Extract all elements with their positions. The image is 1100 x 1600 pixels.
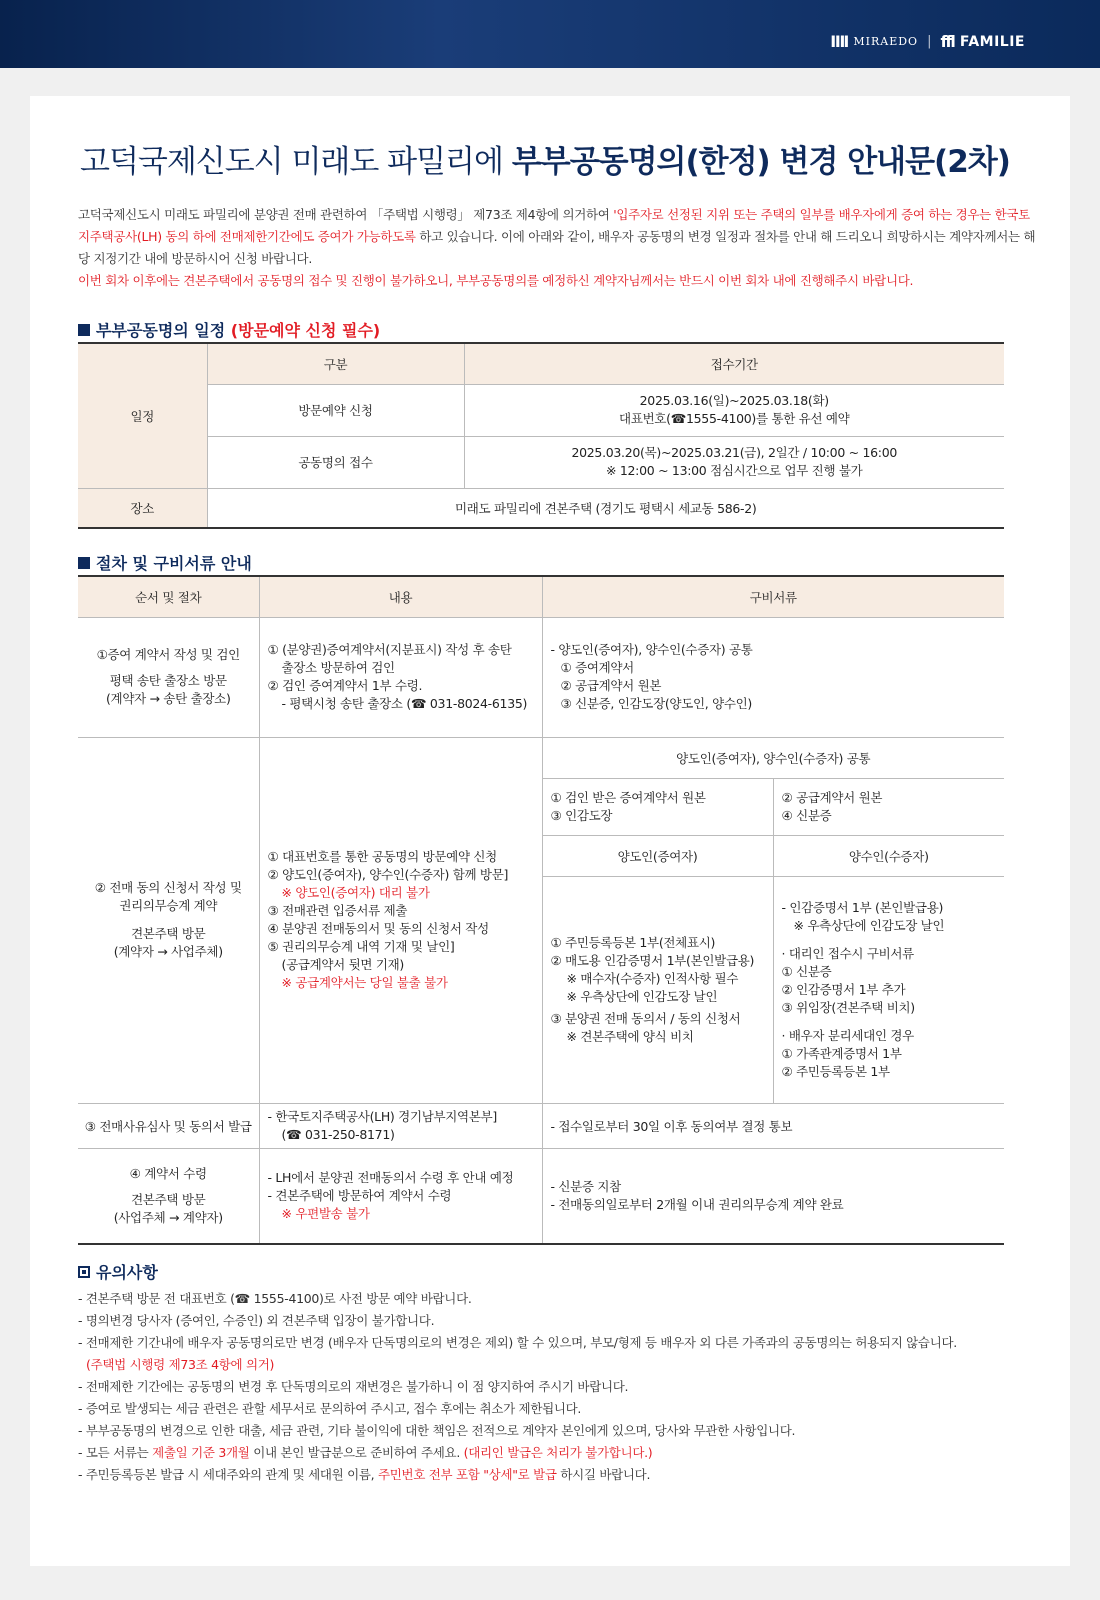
col-docs: 구비서류 [542,576,1004,617]
step2-receiver-8: ① 가족관계증명서 1부 [781,1045,902,1061]
procedure-table [78,575,1004,1245]
step1-doc-3: ② 공급계약서 원본 [560,678,662,693]
place-label: 장소 [78,488,207,528]
step2-receiver-9: ② 주민등록등본 1부 [781,1063,890,1079]
step4-doc-1: - 신분증 지참 [550,1178,621,1194]
step2-giver-6: ※ 견본주택에 양식 비치 [566,1028,694,1044]
step4-sub1: 견본주택 방문 [131,1191,206,1207]
step2-receiver-3: · 대리인 접수시 구비서류 [781,945,914,961]
intro-text-c: 하고 있습니다. 이에 아래와 같이, 배우자 공동명의 변경 일정과 절차를 안내 해 드리오니 희망하시는 계약자께서는 해당 지정기간 내에 방문하시어 신청 바랍니다. [78,229,1036,266]
brand-name-familie: FAMILIE [959,33,1025,50]
step2-receiver-1: - 인감증명서 1부 (본인발급용) [781,899,944,915]
step2-common-1: ① 검인 받은 증여계약서 원본 [550,789,706,805]
page-title [80,136,1040,181]
col-content: 내용 [259,576,542,617]
step1-title [78,617,259,737]
intro-warning: 이번 회차 이후에는 견본주택에서 공동명의 접수 및 진행이 불가하오니, 부부공동명의를 예정하신 계약자님께서는 반드시 이번 회차 내에 진행해주시 바랍니다. [78,273,914,288]
step2-common-4: ④ 신분증 [781,807,832,823]
receipt-lunch-note: ※ 12:00 ~ 13:00 점심시간으로 업무 진행 불가 [606,463,863,478]
note-7-b: 제출일 기준 3개월 [152,1445,250,1460]
note-7 [78,1442,1038,1464]
schedule-heading-required: (방문예약 신청 필수) [230,321,381,340]
schedule-heading [78,318,380,341]
step1-sub2: (계약자 → 송탄 출장소) [105,691,231,706]
note-7-a: - 모든 서류는 [78,1445,153,1460]
procedure-heading-text: 절차 및 구비서류 안내 [96,554,252,573]
top-banner [0,0,1100,68]
step4-title [78,1148,259,1244]
step2-receiver-6: ③ 위임장(견본주택 비치) [781,999,915,1015]
step2-giver-docs [542,876,773,1103]
col-step: 순서 및 절차 [78,576,259,617]
schedule-heading-text: 부부공동명의 일정 [96,321,231,340]
notes-list [78,1288,1038,1486]
notes-heading-text: 유의사항 [96,1263,158,1282]
schedule-row-label: 일정 [78,343,207,488]
step2-receiver-7: · 배우자 분리세대인 경우 [781,1027,914,1043]
note-8-a: - 주민등록등본 발급 시 세대주와의 관계 및 세대원 이름, [78,1467,378,1482]
col-period: 접수기간 [464,343,1004,384]
step1-content-2: 출장소 방문하여 검인 [281,660,395,675]
title-normal: 고덕국제신도시 미래도 파밀리에 [80,144,512,180]
note-5: - 증여로 발생되는 세금 관련은 관할 세무서로 문의하여 주시고, 접수 후에는 취소가 제한됩니다. [78,1401,582,1416]
note-8-b: 주민번호 전부 포함 "상세"로 발급 [378,1467,557,1482]
step2-receiver-docs [773,876,1004,1103]
step3-docs: - 접수일로부터 30일 이후 동의여부 결정 통보 [542,1103,1004,1148]
step3-content-2: (☎ 031-250-8171) [281,1126,395,1142]
step3-content-1: - 한국토지주택공사(LH) 경기남부지역본부] [267,1108,497,1124]
step2-sub1: 견본주택 방문 [131,926,206,941]
step2-common-header: 양도인(증여자), 양수인(수증자) 공통 [542,737,1004,778]
step1-sub1: 평택 송탄 출장소 방문 [109,673,227,688]
step2-receiver-4: ① 신분증 [781,963,832,979]
step2-content-6: ⑤ 권리의무승계 내역 기재 및 날인] [267,939,455,954]
notice-paper [30,96,1070,1566]
square-bullet-icon [78,557,90,569]
step2-common-right [773,778,1004,835]
row-receipt-period [464,436,1004,488]
step1-content-4: - 평택시청 송탄 출장소 (☎ 031-8024-6135) [281,696,528,711]
step1-docs [542,617,1004,737]
step1-title-text: ①증여 계약서 작성 및 검인 [96,647,240,662]
square-bullet-icon [78,324,90,336]
step2-receiver-header: 양수인(수증자) [773,835,1004,876]
step2-sub2: (계약자 → 사업주체) [113,944,223,959]
step2-content-5: ④ 분양권 전매동의서 및 동의 신청서 작성 [267,921,489,936]
step1-doc-2: ① 증여계약서 [560,660,634,675]
note-6: - 부부공동명의 변경으로 인한 대출, 세금 관련, 기타 불이익에 대한 책임은 전적으로 계약자 본인에게 있으며, 당사와 무관한 사항입니다. [78,1423,796,1438]
note-8-c: 하시길 바랍니다. [556,1467,651,1482]
step2-giver-5: ③ 분양권 전매 동의서 / 동의 신청서 [550,1010,741,1026]
note-1: - 견본주택 방문 전 대표번호 (☎ 1555-4100)로 사전 방문 예약 바랍니다. [78,1291,472,1306]
step3-title: ③ 전매사유심사 및 동의서 발급 [78,1103,259,1148]
step4-docs [542,1148,1004,1244]
step2-giver-4: ※ 우측상단에 인감도장 날인 [566,988,718,1004]
step2-title-1: ② 전매 동의 신청서 작성 및 [94,880,242,895]
place-value: 미래도 파밀리에 견본주택 (경기도 평택시 세교동 586-2) [207,488,1004,528]
note-7-d: (대리인 발급은 처리가 불가합니다.) [463,1445,653,1460]
intro-paragraph [78,204,1038,292]
table-row [78,1103,1004,1148]
note-2: - 명의변경 당사자 (증여인, 수증인) 외 견본주택 입장이 불가합니다. [78,1313,435,1328]
step2-common-2: ② 공급계약서 원본 [781,789,883,805]
step2-common-3: ③ 인감도장 [550,807,613,823]
step4-doc-2: - 전매동의일로부터 2개월 이내 권리의무승계 계약 완료 [550,1196,844,1212]
note-3-ref: (주택법 시행령 제73조 4항에 의거) [86,1357,275,1372]
reservation-dates: 2025.03.16(일)~2025.03.18(화) [639,393,829,408]
step4-content-3: ※ 우편발송 불가 [281,1205,370,1221]
note-7-c: 이내 본인 발급분으로 준비하여 주세요. [249,1445,464,1460]
note-4: - 전매제한 기간에는 공동명의 변경 후 단독명의로의 재변경은 불가하니 이 점 양지하여 주시기 바랍니다. [78,1379,629,1394]
notes-heading [78,1260,158,1283]
title-bold: 부부공동명의(한정) 변경 안내문(2차) [511,144,1010,180]
step2-giver-header: 양도인(증여자) [542,835,773,876]
row-receipt-label: 공동명의 접수 [207,436,464,488]
step3-content [259,1103,542,1148]
brand-logo [830,32,1025,51]
step4-content [259,1148,542,1244]
note-8 [78,1464,1038,1486]
step4-sub2: (사업주체 → 계약자) [113,1209,223,1225]
intro-text-a: 고덕국제신도시 미래도 파밀리에 분양권 전매 관련하여 「주택법 시행령」 제73조 제4항에 의거하여 [78,207,614,222]
square-bullet-outline-icon [78,1266,90,1278]
step2-content-8: ※ 공급계약서는 당일 불출 불가 [281,975,448,990]
step4-content-2: - 견본주택에 방문하여 계약서 수령 [267,1187,452,1203]
step2-receiver-5: ② 인감증명서 1부 추가 [781,981,906,997]
step2-title-2: 권리의무승계 계약 [119,898,218,913]
step2-content-2: ② 양도인(증여자), 양수인(수증자) 함께 방문] [267,867,509,882]
reservation-phone: 대표번호(☎1555-4100)를 통한 유선 예약 [619,411,850,426]
procedure-heading [78,551,252,574]
table-row [78,1148,1004,1244]
step1-doc-4: ③ 신분증, 인감도장(양도인, 양수인) [560,696,753,711]
brand-name-miraedo: MIRAEDO [853,35,919,48]
step2-giver-1: ① 주민등록등본 1부(전체표시) [550,934,716,950]
intro-text-highlight: '입주자로 선정된 지위 또는 주택의 일부를 배우자에게 증여 하는 경우는 한국토지주택공사(LH) 동의 하에 전매제한기간에도 증여가 가능하도록 [78,207,1030,244]
familie-logo-icon: ffl [940,32,954,51]
table-row [78,617,1004,737]
step4-content-1: - LH에서 분양권 전매동의서 수령 후 안내 예정 [267,1169,514,1185]
schedule-table [78,342,1004,529]
receipt-dates: 2025.03.20(목)~2025.03.21(금), 2일간 / 10:00 ~ 16:00 [571,445,898,460]
miraedo-logo-icon: ⅢI [830,32,848,51]
step1-doc-1: - 양도인(증여자), 양수인(수증자) 공통 [550,642,753,657]
step2-giver-2: ② 매도용 인감증명서 1부(본인발급용) [550,952,755,968]
step2-content-3: ※ 양도인(증여자) 대리 불가 [281,885,430,900]
step2-giver-3: ※ 매수자(수증자) 인적사항 필수 [566,970,739,986]
step2-common-left [542,778,773,835]
step2-content [259,737,542,1103]
row-reservation-period [464,384,1004,436]
step1-content-3: ② 검인 증여계약서 1부 수령. [267,678,423,693]
brand-separator: | [927,34,932,49]
row-reservation-label: 방문예약 신청 [207,384,464,436]
step2-content-1: ① 대표번호를 통한 공동명의 방문예약 신청 [267,849,497,864]
step2-title [78,737,259,1103]
col-category: 구분 [207,343,464,384]
step1-content [259,617,542,737]
step2-content-7: (공급계약서 뒷면 기재) [281,957,404,972]
note-3: - 전매제한 기간내에 배우자 공동명의로만 변경 (배우자 단독명의로의 변경은 제외) 할 수 있으며, 부모/형제 등 배우자 외 다른 가족과의 공동명의는 허용되지 않습니다. [78,1335,957,1350]
step1-content-1: ① (분양권)증여계약서(지분표시) 작성 후 송탄 [267,642,512,657]
step2-receiver-2: ※ 우측상단에 인감도장 날인 [793,917,945,933]
step4-title-text: ④ 계약서 수령 [129,1165,207,1181]
step2-content-4: ③ 전매관련 입증서류 제출 [267,903,408,918]
